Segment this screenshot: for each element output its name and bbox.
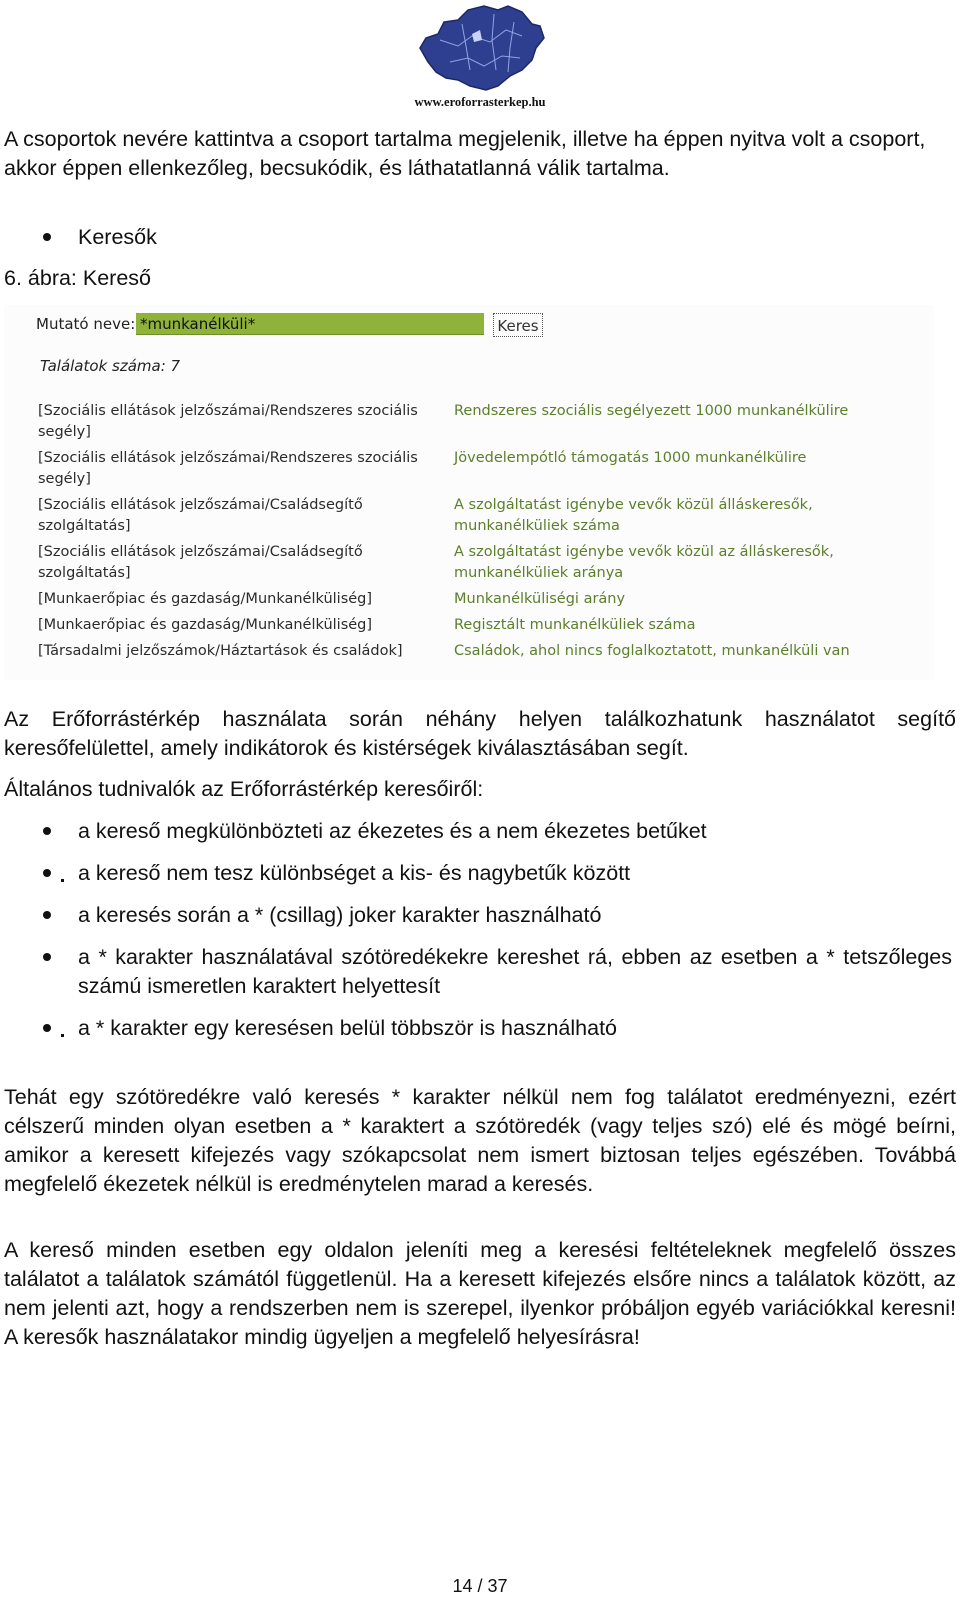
fragment-paragraph: Tehát egy szótöredékre való keresés * karakter nélkül nem fog találatot eredményezni, ezért célszerű minden olyan esetben a * karaktert a szótöredék (vagy teljes szó) elé és mögé beírni, amikor a keresett kifejezés vagy szókapcsolat nem ismert biztosan teljes egészében. Továbbá megfelelő ékezetek nélkül is eredménytelen marad a keresés. xyxy=(4,1085,956,1196)
search-figure xyxy=(4,305,934,680)
result-category: [Szociális ellátások jelzőszámai/Rendszeres szociális segély] xyxy=(38,450,418,487)
rule-text: a keresés során a * (csillag) joker karakter használható xyxy=(78,903,602,927)
result-category: [Szociális ellátások jelzőszámai/Rendszeres szociális segély] xyxy=(38,403,418,440)
result-indicator-link[interactable]: A szolgáltatást igénybe vevők közül az álláskeresők, munkanélküliek aránya xyxy=(454,544,834,581)
result-indicator-link[interactable]: Rendszeres szociális segélyezett 1000 munkanélkülire xyxy=(454,403,849,419)
section-bullet-label: Keresők xyxy=(78,225,157,249)
result-category: [Munkaerőpiac és gazdaság/Munkanélküliség] xyxy=(38,591,373,607)
result-indicator-link[interactable]: Munkanélküliségi arány xyxy=(454,591,626,607)
search-input[interactable]: *munkanélküli* xyxy=(136,313,484,335)
bullet-icon xyxy=(43,869,51,877)
bullet-icon xyxy=(43,1024,51,1032)
hungary-map-icon xyxy=(410,0,550,96)
result-category: [Munkaerőpiac és gazdaság/Munkanélküliség] xyxy=(38,617,373,633)
result-indicator-link[interactable]: Jövedelempótló támogatás 1000 munkanélkülire xyxy=(454,450,807,466)
result-indicator-link[interactable]: Családok, ahol nincs foglalkoztatott, munkanélküli van xyxy=(454,643,850,659)
result-count: Találatok száma: 7 xyxy=(40,357,181,375)
rule-text: a kereső nem tesz különbséget a kis- és nagybetűk között xyxy=(78,861,631,885)
general-heading: Általános tudnivalók az Erőforrástérkép keresőiről: xyxy=(4,777,484,801)
rule-text: a * karakter használatával szótöredékekre kereshet rá, ebben az esetben a * tetszőleges számú ismeretlen karaktert helyettesít xyxy=(78,945,952,998)
bullet-icon xyxy=(43,911,51,919)
dot-mark xyxy=(61,1034,64,1037)
result-category: [Szociális ellátások jelzőszámai/Családsegítő szolgáltatás] xyxy=(38,544,363,581)
indicator-name-label: Mutató neve: xyxy=(36,315,136,333)
result-indicator-link[interactable]: A szolgáltatást igénybe vevők közül álláskeresők, munkanélküliek száma xyxy=(454,497,813,534)
result-category: [Társadalmi jelzőszámok/Háztartások és családok] xyxy=(38,643,403,659)
result-indicator-link[interactable]: Regisztált munkanélküliek száma xyxy=(454,617,696,633)
result-category: [Szociális ellátások jelzőszámai/Családsegítő szolgáltatás] xyxy=(38,497,363,534)
search-paragraph: Az Erőforrástérkép használata során néhány helyen találkozhatunk használatot segítő keresőfelülettel, amely indikátorok és kistérségek kiválasztásában segít. xyxy=(4,707,956,760)
bullet-icon xyxy=(43,953,51,961)
page-number: 14 / 37 xyxy=(452,1576,508,1596)
search-button[interactable]: Keres xyxy=(493,313,543,337)
intro-paragraph: A csoportok nevére kattintva a csoport tartalma megjelenik, illetve ha éppen nyitva volt a csoport, akkor éppen ellenkezőleg, becsukódik, és láthatatlanná válik tartalma. xyxy=(4,127,926,180)
figure-caption: 6. ábra: Kereső xyxy=(4,266,152,290)
rule-text: a * karakter egy keresésen belül többször is használható xyxy=(78,1016,618,1040)
logo-url: www.eroforrasterkep.hu xyxy=(414,95,546,109)
site-logo xyxy=(398,0,558,115)
dot-mark xyxy=(61,879,64,882)
results-paragraph: A kereső minden esetben egy oldalon jeleníti meg a keresési feltételeknek megfelelő összes találatot a találatok számától függetlenül. Ha a keresett kifejezés elsőre nincs a találatok között, az nem jelenti azt, hogy a rendszerben nem is szerepel, ilyenkor próbáljon egyéb variációkkal keresni! A keresők használatakor mindig ügyeljen a megfelelő helyesírásra! xyxy=(4,1238,956,1349)
bullet-icon xyxy=(43,233,51,241)
bullet-icon xyxy=(43,827,51,835)
rule-text: a kereső megkülönbözteti az ékezetes és a nem ékezetes betűket xyxy=(78,819,707,843)
